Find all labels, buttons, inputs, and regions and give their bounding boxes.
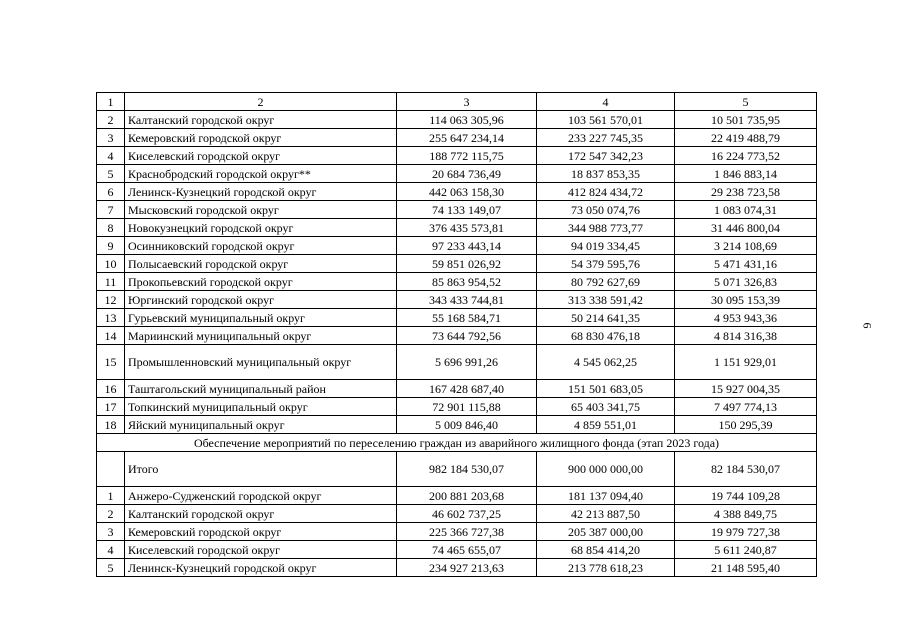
table-row xyxy=(97,309,817,327)
total-amount-cell: 255 647 234,14 xyxy=(397,129,537,147)
total-amount-cell: 55 168 584,71 xyxy=(397,309,537,327)
municipality-name-cell: Гурьевский муниципальный округ xyxy=(125,309,397,327)
row-number-cell: 2 xyxy=(97,505,125,523)
table-row xyxy=(97,523,817,541)
total-amount-cell: 114 063 305,96 xyxy=(397,111,537,129)
total-amount-cell: 85 863 954,52 xyxy=(397,273,537,291)
row-number-cell: 18 xyxy=(97,416,125,434)
column-4-amount-cell: 4 859 551,01 xyxy=(537,416,675,434)
column-4-amount-cell: 42 213 887,50 xyxy=(537,505,675,523)
municipality-name-cell: Калтанский городской округ xyxy=(125,505,397,523)
table-row xyxy=(97,505,817,523)
column-5-amount-cell: 16 224 773,52 xyxy=(675,147,817,165)
column-5-amount-cell: 22 419 488,79 xyxy=(675,129,817,147)
column-5-amount-cell: 150 295,39 xyxy=(675,416,817,434)
column-4-amount-cell: 18 837 853,35 xyxy=(537,165,675,183)
table-body xyxy=(97,93,817,577)
row-number-cell: 17 xyxy=(97,398,125,416)
row-number-cell: 11 xyxy=(97,273,125,291)
column-4-amount-cell: 313 338 591,42 xyxy=(537,291,675,309)
total-amount-cell: 5 009 846,40 xyxy=(397,416,537,434)
total-amount-cell: 343 433 744,81 xyxy=(397,291,537,309)
column-4-amount-cell: 900 000 000,00 xyxy=(537,452,675,487)
row-number-cell: 5 xyxy=(97,559,125,577)
municipality-name-cell: Топкинский муниципальный округ xyxy=(125,398,397,416)
column-5-amount-cell: 7 497 774,13 xyxy=(675,398,817,416)
column-5-amount-cell: 1 151 929,01 xyxy=(675,345,817,380)
municipality-name-cell: Осинниковский городской округ xyxy=(125,237,397,255)
column-4-amount-cell: 233 227 745,35 xyxy=(537,129,675,147)
column-5-amount-cell: 4 388 849,75 xyxy=(675,505,817,523)
column-4-amount-cell: 94 019 334,45 xyxy=(537,237,675,255)
section-title: Обеспечение мероприятий по переселению граждан из аварийного жилищного фонда (этап 2023 года) xyxy=(97,434,817,452)
column-5-amount-cell: 82 184 530,07 xyxy=(675,452,817,487)
column-4-amount-cell: 54 379 595,76 xyxy=(537,255,675,273)
table-row xyxy=(97,541,817,559)
total-amount-cell: 5 696 991,26 xyxy=(397,345,537,380)
table-row xyxy=(97,219,817,237)
total-amount-cell: 72 901 115,88 xyxy=(397,398,537,416)
row-number-cell: 12 xyxy=(97,291,125,309)
total-amount-cell: 74 465 655,07 xyxy=(397,541,537,559)
header-cell: 4 xyxy=(537,93,675,111)
total-amount-cell: 74 133 149,07 xyxy=(397,201,537,219)
municipality-name-cell: Прокопьевский городской округ xyxy=(125,273,397,291)
municipality-name-cell: Яйский муниципальный округ xyxy=(125,416,397,434)
table-row xyxy=(97,291,817,309)
table-row xyxy=(97,398,817,416)
header-cell: 1 xyxy=(97,93,125,111)
column-4-amount-cell: 50 214 641,35 xyxy=(537,309,675,327)
table-row xyxy=(97,327,817,345)
municipality-name-cell: Мариинский муниципальный округ xyxy=(125,327,397,345)
table-row xyxy=(97,380,817,398)
table-row xyxy=(97,487,817,505)
row-number-cell: 10 xyxy=(97,255,125,273)
header-cell: 5 xyxy=(675,93,817,111)
municipality-name-cell: Таштагольский муниципальный район xyxy=(125,380,397,398)
row-number-cell: 2 xyxy=(97,111,125,129)
municipality-name-cell: Новокузнецкий городской округ xyxy=(125,219,397,237)
table-row xyxy=(97,165,817,183)
column-5-amount-cell: 29 238 723,58 xyxy=(675,183,817,201)
row-number-cell: 4 xyxy=(97,541,125,559)
table-row xyxy=(97,111,817,129)
municipality-name-cell: Полысаевский городской округ xyxy=(125,255,397,273)
row-number-cell: 3 xyxy=(97,523,125,541)
column-5-amount-cell: 31 446 800,04 xyxy=(675,219,817,237)
table-row xyxy=(97,147,817,165)
row-number-cell: 16 xyxy=(97,380,125,398)
municipality-name-cell: Промышленновский муниципальный округ xyxy=(125,345,397,380)
column-5-amount-cell: 1 083 074,31 xyxy=(675,201,817,219)
municipality-name-cell: Ленинск-Кузнецкий городской округ xyxy=(125,183,397,201)
total-amount-cell: 982 184 530,07 xyxy=(397,452,537,487)
municipality-name-cell: Киселевский городской округ xyxy=(125,541,397,559)
municipality-name-cell: Краснобродский городской округ** xyxy=(125,165,397,183)
total-amount-cell: 46 602 737,25 xyxy=(397,505,537,523)
row-number-cell: 15 xyxy=(97,345,125,380)
column-4-amount-cell: 68 854 414,20 xyxy=(537,541,675,559)
column-5-amount-cell: 4 814 316,38 xyxy=(675,327,817,345)
section-row xyxy=(97,434,817,452)
table-row xyxy=(97,345,817,380)
page-number: 6 xyxy=(860,322,875,329)
column-4-amount-cell: 73 050 074,76 xyxy=(537,201,675,219)
column-5-amount-cell: 30 095 153,39 xyxy=(675,291,817,309)
column-5-amount-cell: 1 846 883,14 xyxy=(675,165,817,183)
column-4-amount-cell: 65 403 341,75 xyxy=(537,398,675,416)
column-4-amount-cell: 181 137 094,40 xyxy=(537,487,675,505)
column-5-amount-cell: 15 927 004,35 xyxy=(675,380,817,398)
column-5-amount-cell: 5 071 326,83 xyxy=(675,273,817,291)
column-4-amount-cell: 344 988 773,77 xyxy=(537,219,675,237)
municipality-name-cell: Юргинский городской округ xyxy=(125,291,397,309)
header-cell: 3 xyxy=(397,93,537,111)
row-number-cell: 5 xyxy=(97,165,125,183)
row-number-cell: 14 xyxy=(97,327,125,345)
municipality-name-cell: Калтанский городской округ xyxy=(125,111,397,129)
municipality-name-cell: Киселевский городской округ xyxy=(125,147,397,165)
column-4-amount-cell: 205 387 000,00 xyxy=(537,523,675,541)
table-row xyxy=(97,416,817,434)
column-4-amount-cell: 213 778 618,23 xyxy=(537,559,675,577)
row-number-cell: 3 xyxy=(97,129,125,147)
header-row xyxy=(97,93,817,111)
total-amount-cell: 234 927 213,63 xyxy=(397,559,537,577)
total-amount-cell: 200 881 203,68 xyxy=(397,487,537,505)
row-number-cell: 9 xyxy=(97,237,125,255)
municipality-name-cell: Мысковский городской округ xyxy=(125,201,397,219)
column-4-amount-cell: 151 501 683,05 xyxy=(537,380,675,398)
municipality-name-cell: Кемеровский городской округ xyxy=(125,129,397,147)
table-row xyxy=(97,129,817,147)
column-5-amount-cell: 10 501 735,95 xyxy=(675,111,817,129)
row-number-cell: 4 xyxy=(97,147,125,165)
row-number-cell: 6 xyxy=(97,183,125,201)
total-amount-cell: 20 684 736,49 xyxy=(397,165,537,183)
column-5-amount-cell: 3 214 108,69 xyxy=(675,237,817,255)
column-5-amount-cell: 19 744 109,28 xyxy=(675,487,817,505)
header-cell: 2 xyxy=(125,93,397,111)
table-row xyxy=(97,183,817,201)
total-amount-cell: 97 233 443,14 xyxy=(397,237,537,255)
total-amount-cell: 59 851 026,92 xyxy=(397,255,537,273)
table-row xyxy=(97,201,817,219)
budget-table xyxy=(96,92,817,577)
table-row xyxy=(97,559,817,577)
column-4-amount-cell: 68 830 476,18 xyxy=(537,327,675,345)
column-5-amount-cell: 21 148 595,40 xyxy=(675,559,817,577)
total-amount-cell: 376 435 573,81 xyxy=(397,219,537,237)
total-amount-cell: 225 366 727,38 xyxy=(397,523,537,541)
column-4-amount-cell: 103 561 570,01 xyxy=(537,111,675,129)
row-number-cell: 8 xyxy=(97,219,125,237)
row-number-cell: 1 xyxy=(97,487,125,505)
total-amount-cell: 442 063 158,30 xyxy=(397,183,537,201)
table-row xyxy=(97,273,817,291)
table-row xyxy=(97,255,817,273)
total-row xyxy=(97,452,817,487)
row-number-cell: 13 xyxy=(97,309,125,327)
column-4-amount-cell: 80 792 627,69 xyxy=(537,273,675,291)
municipality-name-cell: Анжеро-Судженский городской округ xyxy=(125,487,397,505)
row-number-cell: 7 xyxy=(97,201,125,219)
row-number-cell xyxy=(97,452,125,487)
total-amount-cell: 188 772 115,75 xyxy=(397,147,537,165)
column-5-amount-cell: 5 471 431,16 xyxy=(675,255,817,273)
total-amount-cell: 167 428 687,40 xyxy=(397,380,537,398)
column-5-amount-cell: 5 611 240,87 xyxy=(675,541,817,559)
table-row xyxy=(97,237,817,255)
column-4-amount-cell: 4 545 062,25 xyxy=(537,345,675,380)
column-4-amount-cell: 172 547 342,23 xyxy=(537,147,675,165)
column-4-amount-cell: 412 824 434,72 xyxy=(537,183,675,201)
municipality-name-cell: Кемеровский городской округ xyxy=(125,523,397,541)
municipality-name-cell: Ленинск-Кузнецкий городской округ xyxy=(125,559,397,577)
column-5-amount-cell: 19 979 727,38 xyxy=(675,523,817,541)
column-5-amount-cell: 4 953 943,36 xyxy=(675,309,817,327)
municipality-name-cell: Итого xyxy=(125,452,397,487)
total-amount-cell: 73 644 792,56 xyxy=(397,327,537,345)
